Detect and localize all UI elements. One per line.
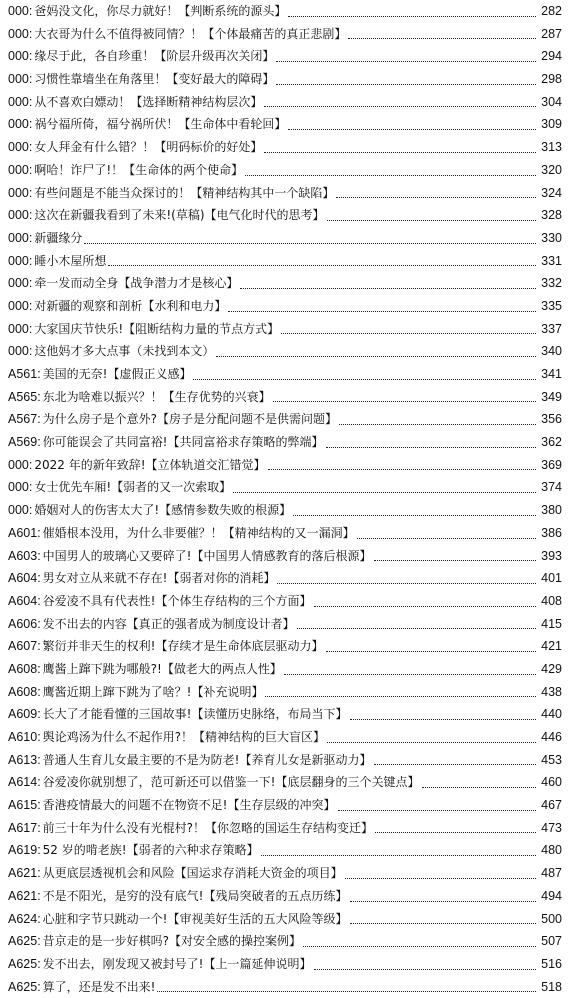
toc-entry[interactable] xyxy=(0,113,580,136)
toc-entry-page-number: 309 xyxy=(541,117,562,132)
toc-entry[interactable] xyxy=(0,771,580,794)
toc-entry-title: 繁衍并非天生的权利!【存续才是生命体底层驱动力】 xyxy=(42,639,324,654)
toc-entry-code: 000: xyxy=(8,480,33,495)
toc-entry[interactable] xyxy=(0,817,580,840)
toc-entry-code: 000: xyxy=(8,72,33,87)
toc-dot-leader xyxy=(327,726,536,749)
toc-entry[interactable] xyxy=(0,522,580,545)
toc-entry-page-number: 313 xyxy=(541,140,562,155)
toc-entry-page-number: 480 xyxy=(541,843,562,858)
toc-entry[interactable] xyxy=(0,272,580,295)
toc-entry-page-number: 287 xyxy=(541,26,562,41)
toc-entry-code: A614: xyxy=(8,775,41,790)
toc-entry-code: 000: xyxy=(8,344,33,359)
toc-entry-code: 000: xyxy=(8,208,33,223)
toc-entry-page-number: 421 xyxy=(541,639,562,654)
toc-entry-page-number: 415 xyxy=(541,616,562,631)
toc-dot-leader xyxy=(273,386,536,409)
toc-entry-page-number: 282 xyxy=(541,4,562,18)
toc-entry[interactable] xyxy=(0,204,580,227)
toc-entry[interactable] xyxy=(0,182,580,205)
toc-entry-page-number: 438 xyxy=(541,684,562,699)
toc-entry[interactable] xyxy=(0,635,580,658)
toc-entry-page-number: 356 xyxy=(541,412,562,427)
toc-dot-leader xyxy=(157,976,536,998)
toc-dot-leader xyxy=(314,953,537,976)
toc-entry[interactable] xyxy=(0,681,580,704)
toc-dot-leader xyxy=(303,930,536,953)
toc-entry[interactable] xyxy=(0,726,580,749)
toc-entry-code: A619: xyxy=(8,843,41,858)
toc-entry-title: 鹰酱上蹿下跳为哪般?!【做老大的两点人性】 xyxy=(42,661,282,676)
toc-entry-title: 有些问题是不能当众探讨的！【精神结构其中一个缺陷】 xyxy=(34,185,335,200)
toc-entry-code: 000: xyxy=(8,49,33,64)
toc-entry[interactable] xyxy=(0,476,580,499)
toc-entry-page-number: 487 xyxy=(541,866,562,881)
toc-entry-title: 从更底层透视机会和风险【国运求存消耗大资金的项目】 xyxy=(42,866,343,881)
toc-entry-code: 000: xyxy=(8,457,33,472)
toc-entry-code: A609: xyxy=(8,707,41,722)
toc-entry-code: 000: xyxy=(8,253,33,268)
toc-dot-leader xyxy=(245,159,536,182)
toc-entry-title: 祸兮福所倚，福兮祸所伏！【生命体中看轮回】 xyxy=(34,117,287,132)
toc-entry-page-number: 349 xyxy=(541,389,562,404)
toc-entry-title: 男女对立从来就不存在!【弱者对你的消耗】 xyxy=(42,571,276,586)
toc-entry-code: 000: xyxy=(8,321,33,336)
toc-dot-leader xyxy=(374,749,537,772)
toc-dot-leader xyxy=(284,658,536,681)
toc-dot-leader xyxy=(326,635,537,658)
toc-entry-page-number: 341 xyxy=(541,367,562,381)
toc-entry[interactable] xyxy=(0,23,580,46)
toc-dot-leader xyxy=(240,272,536,295)
toc-entry-code: A565: xyxy=(8,389,41,404)
toc-entry-code: A624: xyxy=(8,911,41,926)
toc-entry-code: 000: xyxy=(8,140,33,155)
toc-dot-leader xyxy=(375,817,536,840)
toc-entry-title: 新疆缘分 xyxy=(34,230,83,245)
toc-entry-page-number: 337 xyxy=(541,321,562,336)
toc-entry-page-number: 331 xyxy=(541,253,562,268)
toc-entry[interactable] xyxy=(0,862,580,885)
toc-entry-title: 谷爱凌你就别想了，范可新还可以借鉴一下!【底层翻身的三个关键点】 xyxy=(42,775,420,790)
toc-entry-page-number: 401 xyxy=(541,571,562,586)
toc-entry-code: A615: xyxy=(8,798,41,813)
toc-entry[interactable] xyxy=(0,545,580,568)
toc-entry[interactable] xyxy=(0,91,580,114)
toc-entry-title: 你可能误会了共同富裕!【共同富裕求存策略的弊端】 xyxy=(42,435,324,450)
toc-entry-title: 催婚根本没用，为什么非要催？！【精神结构的又一漏洞】 xyxy=(42,525,355,540)
toc-dot-leader xyxy=(288,113,536,136)
toc-entry-code: A607: xyxy=(8,639,41,654)
toc-entry-page-number: 494 xyxy=(541,888,562,903)
toc-entry[interactable] xyxy=(0,613,580,636)
toc-entry-title: 美国的无奈!【虚假正义感】 xyxy=(42,367,192,381)
toc-dot-leader xyxy=(108,250,536,273)
toc-entry-page-number: 362 xyxy=(541,435,562,450)
toc-entry-code: A603: xyxy=(8,548,41,563)
toc-entry-page-number: 369 xyxy=(541,457,562,472)
toc-entry-title: 女人拜金有什么错？！【明码标价的好处】 xyxy=(34,140,263,155)
toc-entry-title: 心脏和字节只跳动一个!【审视美好生活的五大风险等级】 xyxy=(42,911,348,926)
toc-entry-title: 啊哈！诈尸了!！【生命体的两个使命】 xyxy=(34,162,244,177)
toc-entry[interactable] xyxy=(0,658,580,681)
toc-entry[interactable] xyxy=(0,159,580,182)
toc-dot-leader xyxy=(193,363,536,386)
toc-dot-leader xyxy=(357,522,536,545)
toc-dot-leader xyxy=(336,182,536,205)
toc-entry[interactable] xyxy=(0,250,580,273)
toc-entry[interactable] xyxy=(0,839,580,862)
toc-entry-code: A617: xyxy=(8,820,41,835)
toc-entry-code: A610: xyxy=(8,730,41,744)
toc-entry-code: 000: xyxy=(8,276,33,291)
toc-entry-code: A613: xyxy=(8,752,41,767)
toc-entry-page-number: 467 xyxy=(541,798,562,813)
toc-entry[interactable] xyxy=(0,45,580,68)
toc-entry[interactable] xyxy=(0,295,580,318)
toc-entry-title: 舆论鸡汤为什么不起作用?！【精神结构的巨大盲区】 xyxy=(42,730,326,744)
toc-entry-code: 000: xyxy=(8,162,33,177)
toc-dot-leader xyxy=(339,408,536,431)
toc-dot-leader xyxy=(265,681,536,704)
toc-entry-page-number: 393 xyxy=(541,548,562,563)
toc-entry-title: 牵一发而动全身【战争潜力才是核心】 xyxy=(34,276,239,291)
toc-entry-title: 谷爱凌不具有代表性!【个体生存结构的三个方面】 xyxy=(42,593,312,608)
toc-entry[interactable] xyxy=(0,431,580,454)
toc-dot-leader xyxy=(327,204,536,227)
toc-entry-title: 爸妈没文化，你尽力就好！【判断系统的源头】 xyxy=(34,4,287,18)
toc-entry[interactable] xyxy=(0,0,580,23)
toc-dot-leader xyxy=(264,91,536,114)
toc-entry-code: 000: xyxy=(8,185,33,200)
toc-entry-title: 大家国庆节快乐!【阻断结构力量的节点方式】 xyxy=(34,321,280,336)
toc-entry[interactable] xyxy=(0,340,580,363)
toc-dot-leader xyxy=(216,340,536,363)
toc-entry[interactable] xyxy=(0,885,580,908)
toc-entry-page-number: 340 xyxy=(541,344,562,359)
toc-dot-leader xyxy=(314,590,537,613)
toc-dot-leader xyxy=(228,295,536,318)
toc-dot-leader xyxy=(297,613,536,636)
toc-dot-leader xyxy=(261,839,536,862)
toc-entry-title: 为什么房子是个意外?【房子是分配问题不是供需问题】 xyxy=(42,412,338,427)
toc-dot-leader xyxy=(277,567,536,590)
toc-dot-leader xyxy=(345,862,536,885)
toc-entry[interactable] xyxy=(0,408,580,431)
toc-entry-title: 女士优先车厢!【弱者的又一次索取】 xyxy=(34,480,232,495)
toc-entry-title: 对新疆的观察和剖析【水利和电力】 xyxy=(34,298,227,313)
toc-dot-leader xyxy=(276,68,536,91)
toc-dot-leader xyxy=(350,703,537,726)
toc-entry[interactable] xyxy=(0,386,580,409)
toc-entry-page-number: 408 xyxy=(541,593,562,608)
toc-dot-leader xyxy=(338,794,537,817)
toc-entry-title: 2022 年的新年致辞!【立体轨道交汇错觉】 xyxy=(34,457,266,472)
toc-entry-title: 缘尽于此，各自珍重！【阶层升级再次关闭】 xyxy=(34,49,275,64)
toc-dot-leader xyxy=(326,431,537,454)
toc-entry[interactable] xyxy=(0,749,580,772)
toc-dot-leader xyxy=(281,318,536,341)
toc-entry-page-number: 386 xyxy=(541,525,562,540)
toc-entry-page-number: 460 xyxy=(541,775,562,790)
toc-entry-title: 香港疫情最大的问题不在物资不足!【生存层级的冲突】 xyxy=(42,798,336,813)
toc-entry-code: 000: xyxy=(8,26,33,41)
toc-entry-code: 000: xyxy=(8,94,33,109)
toc-entry-code: A567: xyxy=(8,412,41,427)
toc-entry-title: 前三十年为什么没有光棍村?！【你忽略的国运生存结构变迁】 xyxy=(42,820,374,835)
toc-entry-code: A569: xyxy=(8,435,41,450)
toc-dot-leader xyxy=(374,545,537,568)
toc-entry-code: 000: xyxy=(8,4,33,18)
toc-entry-title: 习惯性靠墙坐在角落里！【变好最大的障碍】 xyxy=(34,72,275,87)
toc-entry-page-number: 473 xyxy=(541,820,562,835)
toc-entry[interactable] xyxy=(0,794,580,817)
toc-entry[interactable] xyxy=(0,68,580,91)
toc-entry-title: 睡小木屋所想 xyxy=(34,253,107,268)
toc-dot-leader xyxy=(350,908,537,931)
toc-entry-page-number: 516 xyxy=(541,956,562,971)
toc-entry-page-number: 507 xyxy=(541,934,562,949)
toc-entry-title: 发不出去，刚发现又被封号了!【上一篇延伸说明】 xyxy=(42,956,312,971)
toc-entry-page-number: 304 xyxy=(541,94,562,109)
toc-entry-code: A625: xyxy=(8,979,41,994)
toc-dot-leader xyxy=(288,0,536,23)
toc-dot-leader xyxy=(293,499,536,522)
toc-dot-leader xyxy=(422,771,537,794)
toc-entry-page-number: 518 xyxy=(541,979,562,994)
toc-entry-page-number: 440 xyxy=(541,707,562,722)
toc-entry[interactable] xyxy=(0,136,580,159)
toc-entry[interactable] xyxy=(0,454,580,477)
toc-dot-leader xyxy=(264,136,536,159)
toc-entry[interactable] xyxy=(0,227,580,250)
toc-entry-page-number: 294 xyxy=(541,49,562,64)
toc-entry[interactable] xyxy=(0,908,580,931)
toc-entry-title: 发不出去的内容【真正的强者成为制度设计者】 xyxy=(42,616,295,631)
toc-entry-title: 长大了才能看懂的三国故事!【读懂历史脉络，布局当下】 xyxy=(42,707,348,722)
toc-entry-code: A621: xyxy=(8,888,41,903)
toc-entry-code: 000: xyxy=(8,230,33,245)
toc-entry-page-number: 320 xyxy=(541,162,562,177)
toc-entry-page-number: 330 xyxy=(541,230,562,245)
toc-dot-leader xyxy=(350,885,537,908)
toc-entry-page-number: 374 xyxy=(541,480,562,495)
toc-entry[interactable] xyxy=(0,976,580,998)
toc-entry-code: A561: xyxy=(8,367,41,381)
toc-entry-title: 算了，还是发不出来! xyxy=(42,979,156,994)
toc-dot-leader xyxy=(84,227,536,250)
toc-entry-page-number: 500 xyxy=(541,911,562,926)
toc-entry-code: A601: xyxy=(8,525,41,540)
toc-entry-code: A621: xyxy=(8,866,41,881)
toc-entry-code: A608: xyxy=(8,661,41,676)
toc-entry-title: 52 岁的啃老族!【弱者的六种求存策略】 xyxy=(42,843,259,858)
toc-entry-title: 中国男人的玻璃心又要碎了!【中国男人情感教育的落后根源】 xyxy=(42,548,372,563)
toc-entry[interactable] xyxy=(0,318,580,341)
toc-entry-page-number: 429 xyxy=(541,661,562,676)
toc-entry-code: A625: xyxy=(8,956,41,971)
toc-entry-title: 这他妈才多大点事（未找到本文） xyxy=(34,344,215,359)
toc-entry[interactable] xyxy=(0,567,580,590)
toc-entry-title: 东北为啥难以振兴？！【生存优势的兴衰】 xyxy=(42,389,271,404)
toc-entry-code: A604: xyxy=(8,593,41,608)
toc-entry-title: 婚姻对人的伤害太大了!【感情参数失败的根源】 xyxy=(34,503,292,518)
toc-entry[interactable] xyxy=(0,953,580,976)
toc-entry-code: A608: xyxy=(8,684,41,699)
toc-entry[interactable] xyxy=(0,363,580,386)
toc-entry-title: 不是不阳光，是穷的没有底气!【残局突破者的五点历练】 xyxy=(42,888,348,903)
toc-entry[interactable] xyxy=(0,499,580,522)
toc-entry-page-number: 328 xyxy=(541,208,562,223)
toc-entry-title: 大衣哥为什么不值得被同情？！【个体最痛苦的真正悲剧】 xyxy=(34,26,347,41)
toc-entry-code: A604: xyxy=(8,571,41,586)
toc-dot-leader xyxy=(348,23,536,46)
toc-entry-code: A606: xyxy=(8,616,41,631)
toc-dot-leader xyxy=(268,454,536,477)
toc-dot-leader xyxy=(233,476,536,499)
toc-entry-page-number: 332 xyxy=(541,276,562,291)
toc-entry-page-number: 324 xyxy=(541,185,562,200)
toc-dot-leader xyxy=(276,45,536,68)
toc-entry-code: 000: xyxy=(8,503,33,518)
toc-entry-page-number: 453 xyxy=(541,752,562,767)
toc-entry-page-number: 335 xyxy=(541,298,562,313)
toc-entry-title: 鹰酱近期上蹿下跳为了啥？!【补充说明】 xyxy=(42,684,264,699)
toc-entry-page-number: 446 xyxy=(541,730,562,744)
toc-entry[interactable] xyxy=(0,930,580,953)
toc-entry[interactable] xyxy=(0,703,580,726)
toc-entry-title: 昔京走的是一步好棋吗?【对安全感的操控案例】 xyxy=(42,934,302,949)
toc-entry-title: 普通人生育儿女最主要的不是为防老!【养育儿女是新驱动力】 xyxy=(42,752,372,767)
toc-entry-code: 000: xyxy=(8,298,33,313)
toc-entry-code: 000: xyxy=(8,117,33,132)
toc-entry[interactable] xyxy=(0,590,580,613)
toc-entry-title: 从不喜欢白嫖动！【选择断精神结构层次】 xyxy=(34,94,263,109)
toc-entry-title: 这次在新疆我看到了未来!(草稿)【电气化时代的思考】 xyxy=(34,208,325,223)
toc-entry-code: A625: xyxy=(8,934,41,949)
toc-entry-page-number: 298 xyxy=(541,72,562,87)
toc-entry-page-number: 380 xyxy=(541,503,562,518)
